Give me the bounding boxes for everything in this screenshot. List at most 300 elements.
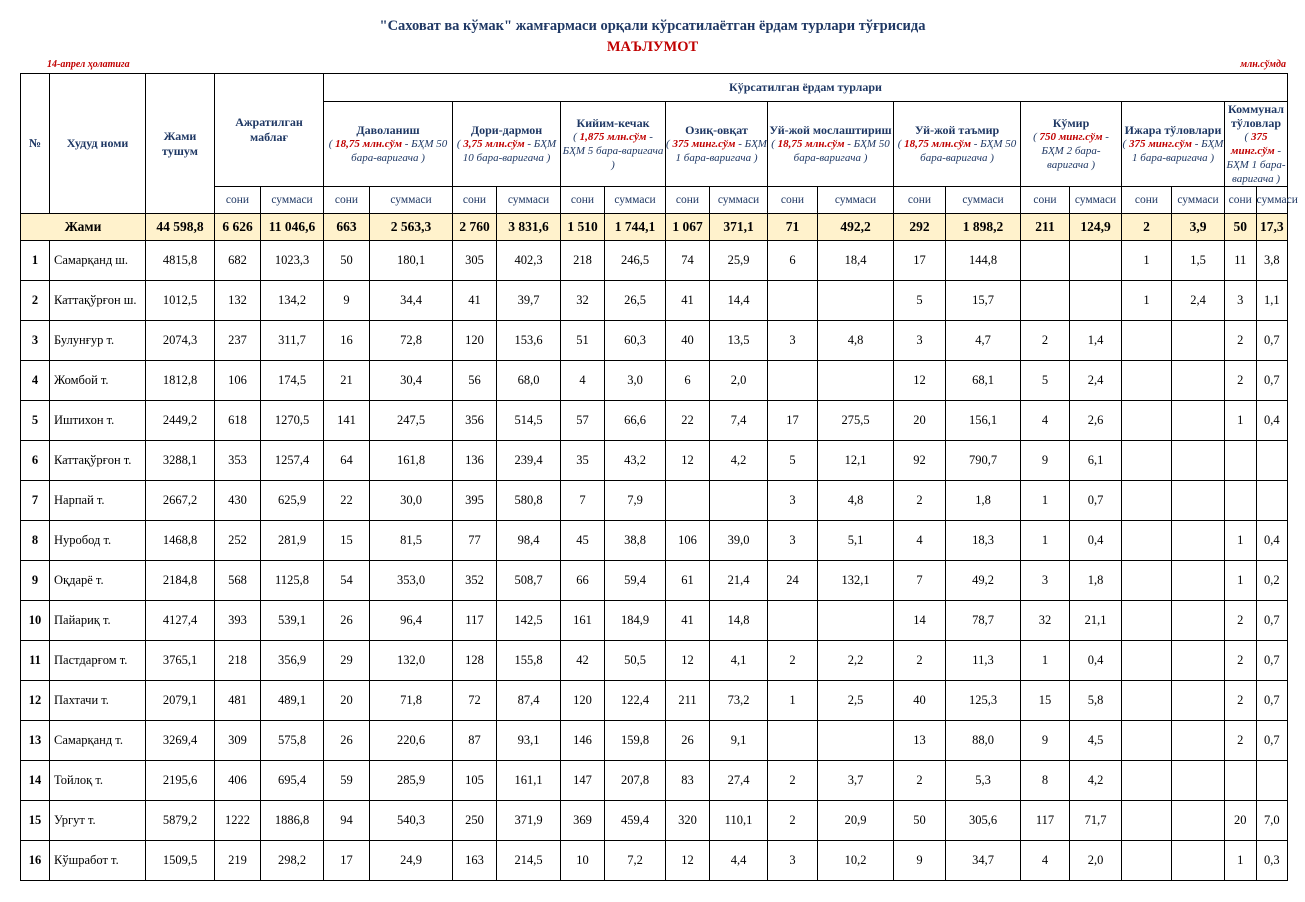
table-cell: 12	[666, 441, 710, 481]
total-cell: 492,2	[818, 214, 894, 241]
table-cell	[1225, 481, 1256, 521]
table-cell: 1,5	[1172, 241, 1225, 281]
table-cell: 61	[666, 561, 710, 601]
table-cell: 1222	[215, 801, 261, 841]
table-cell: 4,5	[1070, 721, 1122, 761]
table-cell	[1172, 361, 1225, 401]
table-cell	[1021, 281, 1070, 321]
table-row	[21, 561, 1288, 601]
subheader-sum: суммаси	[946, 187, 1021, 214]
table-cell: 1	[1225, 841, 1256, 881]
table-cell	[1070, 241, 1122, 281]
region-name: Оқдарё т.	[50, 561, 146, 601]
table-cell: 4,1	[710, 641, 768, 681]
table-cell: 3288,1	[146, 441, 215, 481]
table-cell: 21,1	[1070, 601, 1122, 641]
table-cell: 32	[1021, 601, 1070, 641]
header-group-0	[324, 102, 453, 187]
table-cell: 163	[453, 841, 497, 881]
table-cell: 161,1	[497, 761, 561, 801]
group-name: Даволаниш	[356, 123, 420, 137]
subheader-count: сони	[666, 187, 710, 214]
region-name: Каттақўрғон т.	[50, 441, 146, 481]
table-cell: 144,8	[946, 241, 1021, 281]
table-cell: 12	[666, 641, 710, 681]
table-cell: 580,8	[497, 481, 561, 521]
table-cell: 3,0	[605, 361, 666, 401]
region-name: Самарқанд ш.	[50, 241, 146, 281]
table-cell: 9	[894, 841, 946, 881]
table-cell	[768, 721, 818, 761]
table-cell: 4,8	[818, 321, 894, 361]
table-cell: 54	[324, 561, 370, 601]
row-number: 15	[21, 801, 50, 841]
table-cell: 1257,4	[261, 441, 324, 481]
table-cell: 250	[453, 801, 497, 841]
table-cell: 13,5	[710, 321, 768, 361]
table-cell: 2	[1225, 641, 1256, 681]
subheader-count: сони	[215, 187, 261, 214]
total-cell: 2 563,3	[370, 214, 453, 241]
table-cell: 161	[561, 601, 605, 641]
group-name: Кийим-кечак	[576, 116, 650, 130]
subheader-count: сони	[561, 187, 605, 214]
group-name: Уй-жой таъмир	[914, 123, 1000, 137]
table-cell	[1172, 481, 1225, 521]
table-cell: 128	[453, 641, 497, 681]
table-cell	[818, 281, 894, 321]
table-cell: 2449,2	[146, 401, 215, 441]
table-cell: 141	[324, 401, 370, 441]
group-info-pre: (	[456, 138, 464, 150]
table-row	[21, 801, 1288, 841]
total-cell: 71	[768, 214, 818, 241]
table-cell: 0,7	[1256, 321, 1288, 361]
region-name: Ургут т.	[50, 801, 146, 841]
table-cell: 120	[453, 321, 497, 361]
table-cell	[1122, 681, 1172, 721]
subheader-sum: суммаси	[1172, 187, 1225, 214]
table-cell: 540,3	[370, 801, 453, 841]
group-info-pre: (	[1244, 131, 1251, 143]
header-group-3	[666, 102, 768, 187]
table-cell: 1	[1021, 641, 1070, 681]
table-cell: 50	[324, 241, 370, 281]
header-total-income: Жами тушум	[146, 74, 215, 214]
table-cell	[1225, 761, 1256, 801]
table-cell: 3	[768, 521, 818, 561]
group-info-pre: (	[573, 131, 580, 143]
group-name: Озиқ-овқат	[685, 123, 748, 137]
table-row	[21, 761, 1288, 801]
table-cell: 6	[666, 361, 710, 401]
subheader-sum: суммаси	[1256, 187, 1288, 214]
group-name: Ижара тўловлари	[1124, 123, 1222, 137]
table-cell: 83	[666, 761, 710, 801]
table-cell: 125,3	[946, 681, 1021, 721]
table-cell: 132,0	[370, 641, 453, 681]
table-cell: 4127,4	[146, 601, 215, 641]
header-num: №	[21, 74, 50, 214]
table-cell: 3765,1	[146, 641, 215, 681]
table-cell: 9,1	[710, 721, 768, 761]
table-cell	[1122, 521, 1172, 561]
table-cell	[1122, 361, 1172, 401]
table-cell: 9	[324, 281, 370, 321]
table-cell: 161,8	[370, 441, 453, 481]
aid-table	[20, 73, 1298, 881]
total-cell: 1 510	[561, 214, 605, 241]
table-cell: 17	[894, 241, 946, 281]
table-cell: 110,1	[710, 801, 768, 841]
table-cell: 15	[324, 521, 370, 561]
table-cell: 281,9	[261, 521, 324, 561]
table-cell: 35	[561, 441, 605, 481]
table-cell: 356	[453, 401, 497, 441]
total-cell: 292	[894, 214, 946, 241]
table-cell: 59,4	[605, 561, 666, 601]
table-cell: 4	[1021, 401, 1070, 441]
table-cell: 117	[453, 601, 497, 641]
table-cell: 508,7	[497, 561, 561, 601]
subheader-sum: суммаси	[370, 187, 453, 214]
table-cell: 3,8	[1256, 241, 1288, 281]
table-cell: 2195,6	[146, 761, 215, 801]
group-name: Уй-жой мослаштириш	[769, 123, 892, 137]
table-cell: 2,0	[1070, 841, 1122, 881]
table-cell	[1256, 441, 1288, 481]
total-cell: 1 898,2	[946, 214, 1021, 241]
table-cell: 1	[1225, 521, 1256, 561]
header-group-7	[1122, 102, 1225, 187]
table-cell: 14,4	[710, 281, 768, 321]
table-cell: 38,8	[605, 521, 666, 561]
table-cell: 3269,4	[146, 721, 215, 761]
table-cell	[1172, 641, 1225, 681]
table-cell: 695,4	[261, 761, 324, 801]
table-cell: 40	[894, 681, 946, 721]
table-cell: 1	[1225, 561, 1256, 601]
table-row	[21, 481, 1288, 521]
table-cell: 252	[215, 521, 261, 561]
group-info-pre: (	[771, 138, 778, 150]
table-cell: 2079,1	[146, 681, 215, 721]
table-cell: 41	[666, 281, 710, 321]
total-cell: 663	[324, 214, 370, 241]
subheader-sum: суммаси	[261, 187, 324, 214]
header-aid-types: Кўрсатилган ёрдам турлари	[324, 74, 1288, 102]
region-name: Пахтачи т.	[50, 681, 146, 721]
table-cell: 6	[768, 241, 818, 281]
table-cell: 481	[215, 681, 261, 721]
table-cell: 7,0	[1256, 801, 1288, 841]
table-cell: 26	[324, 601, 370, 641]
table-cell	[1172, 601, 1225, 641]
group-info-post: - БҲМ 50 бара-варигача )	[920, 138, 1017, 164]
table-cell	[818, 601, 894, 641]
table-cell: 26	[324, 721, 370, 761]
table-cell: 24	[768, 561, 818, 601]
table-cell: 156,1	[946, 401, 1021, 441]
table-cell: 239,4	[497, 441, 561, 481]
group-name: Коммунал тўловлар	[1228, 102, 1284, 130]
table-cell	[1256, 761, 1288, 801]
table-cell	[768, 361, 818, 401]
region-name: Тойлоқ т.	[50, 761, 146, 801]
total-cell: 211	[1021, 214, 1070, 241]
group-limit: 1,875 млн.сўм	[579, 131, 647, 143]
table-cell: 147	[561, 761, 605, 801]
table-cell: 1,1	[1256, 281, 1288, 321]
subheader-sum: суммаси	[497, 187, 561, 214]
table-cell: 285,9	[370, 761, 453, 801]
group-name: Дори-дармон	[470, 123, 543, 137]
table-cell: 40	[666, 321, 710, 361]
table-cell: 219	[215, 841, 261, 881]
table-cell	[1122, 481, 1172, 521]
table-cell: 32	[561, 281, 605, 321]
table-cell: 26	[666, 721, 710, 761]
table-cell: 68,0	[497, 361, 561, 401]
table-cell: 66,6	[605, 401, 666, 441]
total-cell: 50	[1225, 214, 1256, 241]
header-region: Худуд номи	[50, 74, 146, 214]
table-cell	[818, 361, 894, 401]
table-cell: 5	[894, 281, 946, 321]
group-limit: 18,75 млн.сўм	[335, 138, 402, 150]
table-cell: 17	[324, 841, 370, 881]
date-note: 14-апрел ҳолатига	[47, 59, 130, 70]
table-cell: 298,2	[261, 841, 324, 881]
table-cell: 7,2	[605, 841, 666, 881]
table-cell	[1172, 521, 1225, 561]
table-cell: 29	[324, 641, 370, 681]
table-cell: 0,2	[1256, 561, 1288, 601]
table-cell: 218	[561, 241, 605, 281]
row-number: 5	[21, 401, 50, 441]
table-cell: 3	[1225, 281, 1256, 321]
table-cell	[768, 601, 818, 641]
table-cell: 132	[215, 281, 261, 321]
table-cell: 1	[1122, 241, 1172, 281]
table-cell: 50	[894, 801, 946, 841]
table-cell: 122,4	[605, 681, 666, 721]
table-cell: 3	[768, 841, 818, 881]
table-cell: 4	[894, 521, 946, 561]
table-cell: 134,2	[261, 281, 324, 321]
table-cell: 18,3	[946, 521, 1021, 561]
table-cell: 2	[894, 641, 946, 681]
table-cell: 41	[666, 601, 710, 641]
table-cell: 42	[561, 641, 605, 681]
table-cell: 2	[1225, 321, 1256, 361]
row-number: 1	[21, 241, 50, 281]
table-cell: 117	[1021, 801, 1070, 841]
table-cell	[1070, 281, 1122, 321]
group-info-pre: (	[666, 138, 673, 150]
table-cell: 12	[666, 841, 710, 881]
table-cell	[1172, 761, 1225, 801]
table-cell: 356,9	[261, 641, 324, 681]
table-cell: 4815,8	[146, 241, 215, 281]
table-cell: 93,1	[497, 721, 561, 761]
table-cell: 0,4	[1070, 641, 1122, 681]
table-cell	[1122, 641, 1172, 681]
table-cell: 105	[453, 761, 497, 801]
table-cell: 25,9	[710, 241, 768, 281]
group-limit: 18,75 млн.сўм	[777, 138, 845, 150]
group-info-post: - БҲМ 5 бара-варигача )	[562, 131, 664, 171]
table-cell: 625,9	[261, 481, 324, 521]
table-cell: 369	[561, 801, 605, 841]
table-cell: 174,5	[261, 361, 324, 401]
table-cell	[1021, 241, 1070, 281]
table-cell: 1509,5	[146, 841, 215, 881]
table-cell: 311,7	[261, 321, 324, 361]
table-cell: 159,8	[605, 721, 666, 761]
total-row	[21, 214, 1288, 241]
table-cell: 30,0	[370, 481, 453, 521]
table-cell: 81,5	[370, 521, 453, 561]
table-cell: 1	[1021, 481, 1070, 521]
table-row	[21, 401, 1288, 441]
table-cell: 3	[768, 481, 818, 521]
table-cell: 5	[1021, 361, 1070, 401]
table-cell: 5,8	[1070, 681, 1122, 721]
table-cell: 5	[768, 441, 818, 481]
table-cell: 305,6	[946, 801, 1021, 841]
table-cell: 0,3	[1256, 841, 1288, 881]
group-info-post: - БҲМ 10 бара-варигача )	[462, 138, 557, 164]
table-row	[21, 241, 1288, 281]
table-cell: 5879,2	[146, 801, 215, 841]
total-cell: 1 067	[666, 214, 710, 241]
table-cell: 7,4	[710, 401, 768, 441]
total-cell: 2 760	[453, 214, 497, 241]
table-cell: 94	[324, 801, 370, 841]
table-row	[21, 641, 1288, 681]
group-info	[1021, 130, 1121, 172]
table-cell	[1172, 401, 1225, 441]
table-cell: 3	[894, 321, 946, 361]
total-cell: 2	[1122, 214, 1172, 241]
table-cell: 1	[1225, 401, 1256, 441]
group-info	[894, 137, 1020, 165]
table-cell: 575,8	[261, 721, 324, 761]
table-cell: 275,5	[818, 401, 894, 441]
table-cell: 353	[215, 441, 261, 481]
table-cell: 246,5	[605, 241, 666, 281]
table-cell	[1256, 481, 1288, 521]
group-info	[666, 137, 767, 165]
table-cell: 2	[768, 761, 818, 801]
total-cell: 6 626	[215, 214, 261, 241]
table-cell: 2	[1225, 721, 1256, 761]
table-cell: 4,4	[710, 841, 768, 881]
table-cell	[1122, 321, 1172, 361]
table-cell	[818, 721, 894, 761]
group-limit: 750 минг.сўм	[1039, 131, 1103, 143]
header-group-4	[768, 102, 894, 187]
table-cell: 22	[324, 481, 370, 521]
table-cell	[1122, 441, 1172, 481]
table-cell	[1225, 441, 1256, 481]
table-cell	[768, 281, 818, 321]
table-cell: 0,7	[1256, 641, 1288, 681]
table-cell: 2,2	[818, 641, 894, 681]
table-row	[21, 721, 1288, 761]
group-limit: 375 минг.сўм	[672, 138, 736, 150]
table-cell: 45	[561, 521, 605, 561]
table-cell: 71,7	[1070, 801, 1122, 841]
table-cell: 352	[453, 561, 497, 601]
table-cell: 22	[666, 401, 710, 441]
region-name: Кўшработ т.	[50, 841, 146, 881]
total-cell: 3,9	[1172, 214, 1225, 241]
table-cell: 132,1	[818, 561, 894, 601]
table-cell: 2	[1225, 361, 1256, 401]
group-info	[768, 137, 893, 165]
table-cell: 41	[453, 281, 497, 321]
table-cell: 49,2	[946, 561, 1021, 601]
table-cell: 5,3	[946, 761, 1021, 801]
subheader-sum: суммаси	[710, 187, 768, 214]
table-cell: 0,4	[1256, 401, 1288, 441]
table-cell: 87,4	[497, 681, 561, 721]
table-row	[21, 361, 1288, 401]
table-cell: 18,4	[818, 241, 894, 281]
table-cell: 20	[324, 681, 370, 721]
table-cell: 1	[1021, 521, 1070, 561]
table-cell: 305	[453, 241, 497, 281]
table-cell: 1,8	[946, 481, 1021, 521]
table-cell: 14,8	[710, 601, 768, 641]
table-row	[21, 681, 1288, 721]
table-cell	[666, 481, 710, 521]
table-cell: 1,4	[1070, 321, 1122, 361]
table-cell: 211	[666, 681, 710, 721]
table-cell: 309	[215, 721, 261, 761]
group-info-pre: (	[1033, 131, 1040, 143]
table-cell	[1122, 761, 1172, 801]
table-cell: 3,7	[818, 761, 894, 801]
table-cell: 142,5	[497, 601, 561, 641]
table-cell: 16	[324, 321, 370, 361]
table-cell: 682	[215, 241, 261, 281]
total-cell: 17,3	[1256, 214, 1288, 241]
table-cell: 6,1	[1070, 441, 1122, 481]
table-cell: 2,5	[818, 681, 894, 721]
report-subtitle: МАЪЛУМОТ	[606, 39, 699, 55]
row-number: 9	[21, 561, 50, 601]
table-cell: 2,6	[1070, 401, 1122, 441]
table-cell: 2	[768, 801, 818, 841]
group-info-pre: (	[897, 138, 905, 150]
table-cell: 78,7	[946, 601, 1021, 641]
group-info-post: - БҲМ 50 бара-варигача )	[351, 138, 448, 164]
row-number: 2	[21, 281, 50, 321]
group-info	[561, 130, 665, 172]
row-number: 4	[21, 361, 50, 401]
table-cell: 207,8	[605, 761, 666, 801]
region-name: Пайариқ т.	[50, 601, 146, 641]
table-cell: 1	[768, 681, 818, 721]
header-group-2	[561, 102, 666, 187]
table-cell: 66	[561, 561, 605, 601]
table-cell: 59	[324, 761, 370, 801]
total-cell: 11 046,6	[261, 214, 324, 241]
table-cell: 146	[561, 721, 605, 761]
